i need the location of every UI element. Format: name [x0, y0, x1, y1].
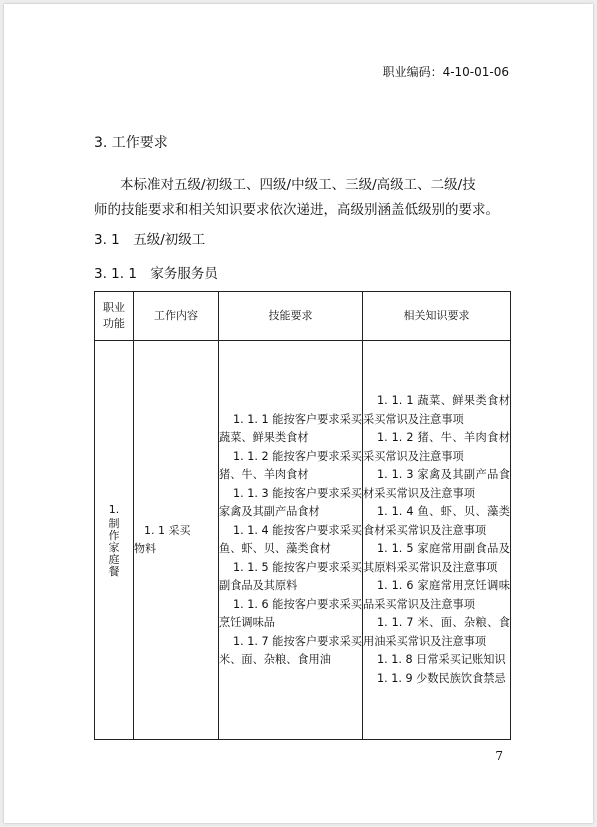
- skill-item: 1. 1. 4 能按客户要求采买鱼、虾、贝、藻类食材: [219, 523, 362, 555]
- knowledge-item: 1. 1. 3 家禽及其副产品食材采买常识及注意事项: [363, 468, 510, 500]
- knowledge-item: 1. 1. 5 家庭常用副食品及其原料采买常识及注意事项: [363, 542, 510, 574]
- document-page: [4, 4, 593, 823]
- skills-cell: [219, 341, 363, 740]
- function-number: 1.: [108, 502, 120, 516]
- knowledge-item: 1. 1. 1 蔬菜、鲜果类食材采买常识及注意事项: [363, 394, 510, 426]
- requirements-table: [94, 291, 511, 740]
- skill-item: 1. 1. 3 能按客户要求采买家禽及其副产品食材: [219, 486, 362, 518]
- header-function-line1: 职业: [103, 301, 125, 314]
- sub-heading: 3. 1 五级/初级工: [94, 232, 206, 248]
- intro-paragraph: [94, 173, 524, 223]
- work-content-line2: 物料: [134, 542, 156, 555]
- page-number: 7: [495, 749, 503, 763]
- skill-item: 1. 1. 6 能按客户要求采买烹饪调味品: [219, 597, 362, 629]
- sub-sub-heading: 3. 1. 1 家务服务员: [94, 266, 218, 282]
- function-cell: [95, 341, 134, 740]
- header-skills: 技能要求: [219, 292, 363, 341]
- knowledge-item: 1. 1. 8 日常采买记账知识: [377, 653, 506, 666]
- skill-item: 1. 1. 1 能按客户要求采买蔬菜、鲜果类食材: [219, 412, 362, 444]
- section-heading: 3. 工作要求: [94, 135, 168, 151]
- table-row: [95, 341, 511, 740]
- header-function-line2: 功能: [103, 317, 125, 330]
- knowledge-item: 1. 1. 4 鱼、虾、贝、藻类食材采买常识及注意事项: [363, 505, 510, 537]
- knowledge-item: 1. 1. 2 猪、牛、羊肉食材采买常识及注意事项: [363, 431, 510, 463]
- header-work-content: 工作内容: [134, 292, 219, 341]
- occupation-code: 职业编码：4-10-01-06: [382, 65, 509, 79]
- work-content-cell: [134, 341, 219, 740]
- knowledge-item: 1. 1. 7 米、面、杂粮、食用油采买常识及注意事项: [363, 616, 510, 648]
- header-function: [95, 292, 134, 341]
- header-knowledge: 相关知识要求: [363, 292, 511, 341]
- knowledge-cell: [363, 341, 511, 740]
- intro-line-1: 本标准对五级/初级工、四级/中级工、三级/高级工、二级/技: [120, 177, 476, 193]
- knowledge-item: 1. 1. 6 家庭常用烹饪调味品采买常识及注意事项: [363, 579, 510, 611]
- table-header-row: [95, 292, 511, 341]
- skill-item: 1. 1. 5 能按客户要求采买副食品及其原料: [219, 560, 362, 592]
- work-content-line1: 1. 1 采买: [144, 524, 191, 537]
- skill-item: 1. 1. 7 能按客户要求采买米、面、杂粮、食用油: [219, 634, 362, 666]
- knowledge-item: 1. 1. 9 少数民族饮食禁忌: [377, 671, 506, 685]
- skill-item: 1. 1. 2 能按客户要求采买猪、牛、羊肉食材: [219, 449, 362, 481]
- intro-line-2: 师的技能要求和相关知识要求依次递进，高级别涵盖低级别的要求。: [94, 202, 499, 218]
- function-name: 制作家庭餐: [108, 516, 120, 578]
